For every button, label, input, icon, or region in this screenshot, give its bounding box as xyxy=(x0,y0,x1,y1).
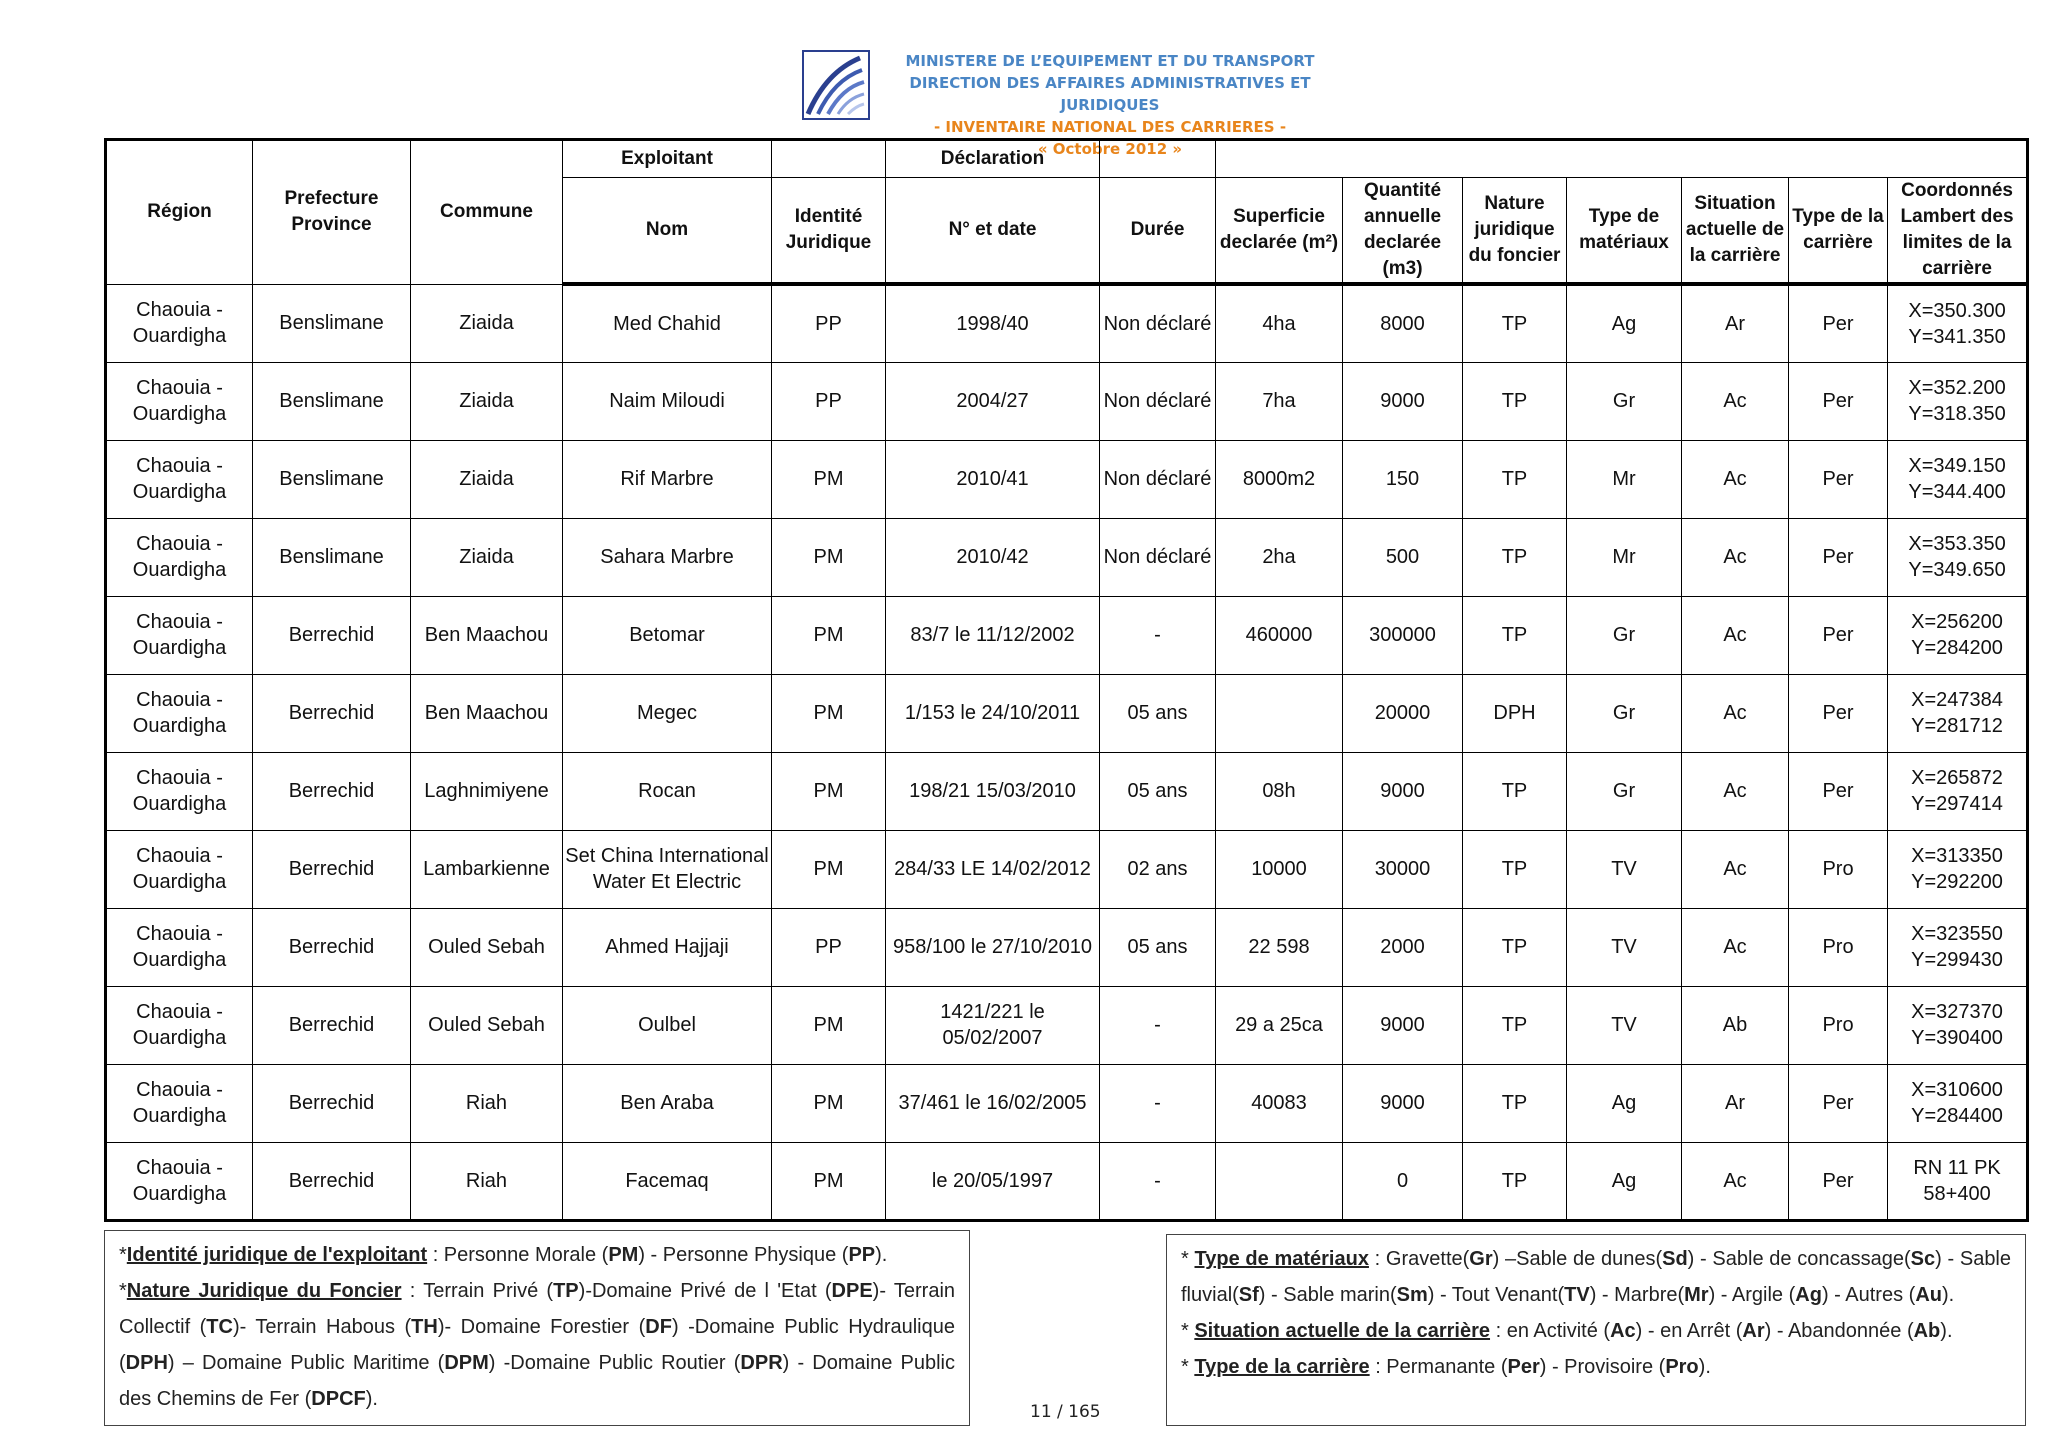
cell-coordonnees: X=313350 Y=292200 xyxy=(1888,830,2028,908)
cell-type-carriere: Pro xyxy=(1789,908,1888,986)
legend-identite-item: *Identité juridique de l'exploitant : Personne Morale (PM) - Personne Physique (PP). xyxy=(119,1244,888,1266)
cell-region: Chaouia - Ouardigha xyxy=(106,986,253,1064)
cell-commune: Ben Maachou xyxy=(411,596,563,674)
cell-coordonnees: X=353.350 Y=349.650 xyxy=(1888,518,2028,596)
cell-situation: Ar xyxy=(1682,284,1789,362)
col-numero-date: N° et date xyxy=(886,178,1100,285)
cell-situation: Ac xyxy=(1682,440,1789,518)
table-row xyxy=(106,1064,2028,1142)
cell-nom: Ahmed Hajjaji xyxy=(563,908,772,986)
cell-situation: Ac xyxy=(1682,830,1789,908)
table-row xyxy=(106,1142,2028,1220)
cell-situation: Ac xyxy=(1682,674,1789,752)
cell-nom: Rif Marbre xyxy=(563,440,772,518)
cell-superficie: 8000m2 xyxy=(1216,440,1343,518)
cell-region: Chaouia - Ouardigha xyxy=(106,284,253,362)
cell-type-materiaux: Gr xyxy=(1567,362,1682,440)
cell-commune: Ouled Sebah xyxy=(411,908,563,986)
cell-quantite: 8000 xyxy=(1343,284,1463,362)
cell-numero-date: 37/461 le 16/02/2005 xyxy=(886,1064,1100,1142)
group-exploitant: Exploitant xyxy=(563,140,772,178)
legend-materiaux-text: : Gravette(Gr) –Sable de dunes(Sd) - Sable de concassage(Sc) - Sable fluvial(Sf) - Sable marin(Sm) - Tout Venant(TV) - Marbre(Mr) - Argile (Ag) - Autres (Au). xyxy=(1181,1248,2012,1306)
cell-type-carriere: Pro xyxy=(1789,830,1888,908)
legend-nature-item: *Nature Juridique du Foncier : Terrain Privé (TP)-Domaine Privé de l 'Etat (DPE)- Terrain Collectif (TC)- Terrain Habous (TH)- Domaine Forestier (DF) -Domaine Public Hydraulique (DPH) – Domaine Public Maritime (DPM) -Domaine Public Routier (DPR) - Domaine Public des Chemins de Fer (DPCF). xyxy=(119,1280,956,1410)
cell-numero-date: 958/100 le 27/10/2010 xyxy=(886,908,1100,986)
legend-materiaux-item: * Type de matériaux : Gravette(Gr) –Sable de dunes(Sd) - Sable de concassage(Sc) - Sable fluvial(Sf) - Sable marin(Sm) - Tout Venant(TV) - Marbre(Mr) - Argile (Ag) - Autres (Au). xyxy=(1181,1248,2012,1306)
legend-nature-text: : Terrain Privé (TP)-Domaine Privé de l 'Etat (DPE)- Terrain Collectif (TC)- Terrain Habous (TH)- Domaine Forestier (DF) -Domaine Public Hydraulique (DPH) – Domaine Public Maritime (DPM) -Domaine Public Routier (DPR) - Domaine Public des Chemins de Fer (DPCF). xyxy=(119,1280,956,1410)
cell-duree: Non déclaré xyxy=(1100,284,1216,362)
cell-coordonnees: X=247384 Y=281712 xyxy=(1888,674,2028,752)
cell-nature-juridique: TP xyxy=(1463,284,1567,362)
cell-identite: PM xyxy=(772,1142,886,1220)
cell-type-carriere: Per xyxy=(1789,518,1888,596)
cell-region: Chaouia - Ouardigha xyxy=(106,674,253,752)
cell-duree: 05 ans xyxy=(1100,908,1216,986)
cell-identite: PM xyxy=(772,1064,886,1142)
cell-numero-date: 1421/221 le 05/02/2007 xyxy=(886,986,1100,1064)
cell-numero-date: 1/153 le 24/10/2011 xyxy=(886,674,1100,752)
cell-superficie: 22 598 xyxy=(1216,908,1343,986)
cell-duree: Non déclaré xyxy=(1100,362,1216,440)
cell-situation: Ab xyxy=(1682,986,1789,1064)
cell-commune: Ziaida xyxy=(411,440,563,518)
cell-nom: Oulbel xyxy=(563,986,772,1064)
page-number: 11 / 165 xyxy=(1030,1402,1101,1422)
cell-nom: Set China International Water Et Electric xyxy=(563,830,772,908)
cell-numero-date: 83/7 le 11/12/2002 xyxy=(886,596,1100,674)
cell-prefecture: Benslimane xyxy=(253,362,411,440)
cell-duree: Non déclaré xyxy=(1100,440,1216,518)
cell-nom: Ben Araba xyxy=(563,1064,772,1142)
cell-superficie: 10000 xyxy=(1216,830,1343,908)
cell-coordonnees: X=310600 Y=284400 xyxy=(1888,1064,2028,1142)
cell-commune: Laghnimiyene xyxy=(411,752,563,830)
cell-identite: PP xyxy=(772,284,886,362)
cell-type-materiaux: TV xyxy=(1567,830,1682,908)
cell-type-carriere: Per xyxy=(1789,752,1888,830)
cell-type-carriere: Per xyxy=(1789,362,1888,440)
cell-region: Chaouia - Ouardigha xyxy=(106,752,253,830)
cell-prefecture: Benslimane xyxy=(253,284,411,362)
cell-nature-juridique: TP xyxy=(1463,986,1567,1064)
cell-duree: - xyxy=(1100,986,1216,1064)
table-row xyxy=(106,362,2028,440)
cell-type-carriere: Per xyxy=(1789,674,1888,752)
cell-numero-date: 284/33 LE 14/02/2012 xyxy=(886,830,1100,908)
cell-situation: Ar xyxy=(1682,1064,1789,1142)
cell-type-carriere: Per xyxy=(1789,440,1888,518)
cell-nom: Rocan xyxy=(563,752,772,830)
cell-prefecture: Berrechid xyxy=(253,908,411,986)
cell-nom: Facemaq xyxy=(563,1142,772,1220)
ministry-logo xyxy=(802,50,870,120)
cell-nature-juridique: TP xyxy=(1463,518,1567,596)
legend-type-text: : Permanante (Per) - Provisoire (Pro). xyxy=(1369,1356,1711,1378)
cell-quantite: 0 xyxy=(1343,1142,1463,1220)
cell-situation: Ac xyxy=(1682,1142,1789,1220)
cell-numero-date: 1998/40 xyxy=(886,284,1100,362)
cell-nature-juridique: TP xyxy=(1463,830,1567,908)
cell-region: Chaouia - Ouardigha xyxy=(106,362,253,440)
cell-nature-juridique: DPH xyxy=(1463,674,1567,752)
legend-situation-item: * Situation actuelle de la carrière : en Activité (Ac) - en Arrêt (Ar) - Abandonnée (Ab). xyxy=(1181,1320,1953,1342)
cell-situation: Ac xyxy=(1682,362,1789,440)
table-row xyxy=(106,908,2028,986)
cell-type-materiaux: TV xyxy=(1567,908,1682,986)
cell-type-materiaux: Ag xyxy=(1567,1142,1682,1220)
col-type-carriere: Type de la carrière xyxy=(1789,178,1888,285)
legend-identite-title: Identité juridique de l'exploitant xyxy=(126,1244,428,1266)
cell-type-carriere: Pro xyxy=(1789,986,1888,1064)
legend-nature-title: Nature Juridique du Foncier xyxy=(126,1280,402,1302)
cell-coordonnees: X=349.150 Y=344.400 xyxy=(1888,440,2028,518)
cell-type-materiaux: Gr xyxy=(1567,752,1682,830)
cell-prefecture: Berrechid xyxy=(253,830,411,908)
cell-type-materiaux: TV xyxy=(1567,986,1682,1064)
cell-commune: Ziaida xyxy=(411,284,563,362)
cell-situation: Ac xyxy=(1682,518,1789,596)
group-empty-1 xyxy=(772,140,886,178)
cell-coordonnees: X=256200 Y=284200 xyxy=(1888,596,2028,674)
cell-nature-juridique: TP xyxy=(1463,752,1567,830)
cell-commune: Riah xyxy=(411,1064,563,1142)
table-row xyxy=(106,440,2028,518)
cell-duree: - xyxy=(1100,596,1216,674)
cell-nom: Sahara Marbre xyxy=(563,518,772,596)
col-prefecture: Prefecture Province xyxy=(253,140,411,285)
cell-type-carriere: Per xyxy=(1789,596,1888,674)
cell-identite: PM xyxy=(772,518,886,596)
cell-duree: - xyxy=(1100,1064,1216,1142)
cell-identite: PM xyxy=(772,986,886,1064)
table-row xyxy=(106,830,2028,908)
col-superficie: Superficie declarée (m²) xyxy=(1216,178,1343,285)
header-ministry: MINISTERE DE L’EQUIPEMENT ET DU TRANSPORT xyxy=(905,52,1315,70)
cell-quantite: 300000 xyxy=(1343,596,1463,674)
cell-coordonnees: RN 11 PK 58+400 xyxy=(1888,1142,2028,1220)
cell-superficie: 2ha xyxy=(1216,518,1343,596)
cell-nom: Naim Miloudi xyxy=(563,362,772,440)
cell-identite: PM xyxy=(772,440,886,518)
col-situation: Situation actuelle de la carrière xyxy=(1682,178,1789,285)
cell-quantite: 20000 xyxy=(1343,674,1463,752)
cell-numero-date: le 20/05/1997 xyxy=(886,1142,1100,1220)
col-quantite: Quantité annuelle declarée (m3) xyxy=(1343,178,1463,285)
cell-quantite: 9000 xyxy=(1343,752,1463,830)
col-duree: Durée xyxy=(1100,178,1216,285)
cell-identite: PM xyxy=(772,830,886,908)
cell-quantite: 9000 xyxy=(1343,362,1463,440)
cell-nature-juridique: TP xyxy=(1463,1142,1567,1220)
cell-nature-juridique: TP xyxy=(1463,440,1567,518)
cell-situation: Ac xyxy=(1682,908,1789,986)
cell-coordonnees: X=352.200 Y=318.350 xyxy=(1888,362,2028,440)
table-row xyxy=(106,674,2028,752)
cell-type-materiaux: Ag xyxy=(1567,1064,1682,1142)
cell-prefecture: Berrechid xyxy=(253,596,411,674)
legend-juridique xyxy=(104,1230,970,1426)
cell-commune: Ben Maachou xyxy=(411,674,563,752)
cell-commune: Riah xyxy=(411,1142,563,1220)
group-empty-2 xyxy=(1100,140,1216,178)
cell-type-materiaux: Gr xyxy=(1567,674,1682,752)
legend-identite-text: : Personne Morale (PM) - Personne Physique (PP). xyxy=(427,1244,888,1266)
cell-prefecture: Berrechid xyxy=(253,986,411,1064)
legend-carriere xyxy=(1166,1234,2026,1426)
cell-superficie: 460000 xyxy=(1216,596,1343,674)
cell-identite: PM xyxy=(772,674,886,752)
cell-type-carriere: Per xyxy=(1789,1142,1888,1220)
table-body xyxy=(106,284,2028,1220)
cell-superficie xyxy=(1216,1142,1343,1220)
cell-quantite: 500 xyxy=(1343,518,1463,596)
cell-duree: 05 ans xyxy=(1100,752,1216,830)
cell-type-carriere: Per xyxy=(1789,1064,1888,1142)
cell-numero-date: 198/21 15/03/2010 xyxy=(886,752,1100,830)
cell-nom: Megec xyxy=(563,674,772,752)
table-row xyxy=(106,752,2028,830)
table-header xyxy=(106,140,2028,285)
group-declaration: Déclaration xyxy=(886,140,1100,178)
cell-type-materiaux: Mr xyxy=(1567,440,1682,518)
cell-situation: Ac xyxy=(1682,596,1789,674)
cell-region: Chaouia - Ouardigha xyxy=(106,518,253,596)
header-inventory: - INVENTAIRE NATIONAL DES CARRIERES - xyxy=(933,118,1287,136)
col-coordonnees: Coordonnés Lambert des limites de la carrière xyxy=(1888,178,2028,285)
table-row xyxy=(106,518,2028,596)
cell-commune: Lambarkienne xyxy=(411,830,563,908)
legend-materiaux-title: Type de matériaux xyxy=(1194,1248,1369,1270)
cell-superficie: 7ha xyxy=(1216,362,1343,440)
col-nom: Nom xyxy=(563,178,772,285)
cell-region: Chaouia - Ouardigha xyxy=(106,908,253,986)
cell-nom: Med Chahid xyxy=(563,284,772,362)
quarry-inventory-table xyxy=(104,138,2029,1222)
cell-prefecture: Berrechid xyxy=(253,1064,411,1142)
cell-type-materiaux: Gr xyxy=(1567,596,1682,674)
group-empty-3 xyxy=(1216,140,2028,178)
cell-identite: PP xyxy=(772,362,886,440)
legend-type-item: * Type de la carrière : Permanante (Per) - Provisoire (Pro). xyxy=(1181,1356,1711,1378)
cell-prefecture: Berrechid xyxy=(253,752,411,830)
cell-duree: 02 ans xyxy=(1100,830,1216,908)
cell-identite: PM xyxy=(772,596,886,674)
cell-superficie xyxy=(1216,674,1343,752)
cell-quantite: 9000 xyxy=(1343,986,1463,1064)
header-direction: DIRECTION DES AFFAIRES ADMINISTRATIVES ET JURIDIQUES xyxy=(909,74,1311,114)
cell-quantite: 2000 xyxy=(1343,908,1463,986)
cell-commune: Ziaida xyxy=(411,362,563,440)
cell-superficie: 08h xyxy=(1216,752,1343,830)
cell-type-materiaux: Ag xyxy=(1567,284,1682,362)
cell-coordonnees: X=350.300 Y=341.350 xyxy=(1888,284,2028,362)
cell-coordonnees: X=323550 Y=299430 xyxy=(1888,908,2028,986)
cell-nom: Betomar xyxy=(563,596,772,674)
header-date: « Octobre 2012 » xyxy=(1037,140,1183,158)
cell-superficie: 4ha xyxy=(1216,284,1343,362)
cell-nature-juridique: TP xyxy=(1463,908,1567,986)
cell-situation: Ac xyxy=(1682,752,1789,830)
cell-coordonnees: X=265872 Y=297414 xyxy=(1888,752,2028,830)
table-row xyxy=(106,986,2028,1064)
cell-numero-date: 2004/27 xyxy=(886,362,1100,440)
cell-nature-juridique: TP xyxy=(1463,596,1567,674)
col-commune: Commune xyxy=(411,140,563,285)
cell-prefecture: Berrechid xyxy=(253,674,411,752)
cell-identite: PP xyxy=(772,908,886,986)
col-identite: Identité Juridique xyxy=(772,178,886,285)
legend-type-title: Type de la carrière xyxy=(1194,1356,1370,1378)
cell-numero-date: 2010/42 xyxy=(886,518,1100,596)
col-type-materiaux: Type de matériaux xyxy=(1567,178,1682,285)
cell-region: Chaouia - Ouardigha xyxy=(106,440,253,518)
legend-situation-title: Situation actuelle de la carrière xyxy=(1194,1320,1491,1342)
cell-coordonnees: X=327370 Y=390400 xyxy=(1888,986,2028,1064)
cell-prefecture: Benslimane xyxy=(253,440,411,518)
cell-prefecture: Berrechid xyxy=(253,1142,411,1220)
cell-identite: PM xyxy=(772,752,886,830)
cell-commune: Ouled Sebah xyxy=(411,986,563,1064)
cell-numero-date: 2010/41 xyxy=(886,440,1100,518)
cell-region: Chaouia - Ouardigha xyxy=(106,1142,253,1220)
cell-region: Chaouia - Ouardigha xyxy=(106,830,253,908)
cell-quantite: 30000 xyxy=(1343,830,1463,908)
cell-prefecture: Benslimane xyxy=(253,518,411,596)
cell-type-materiaux: Mr xyxy=(1567,518,1682,596)
cell-quantite: 150 xyxy=(1343,440,1463,518)
cell-superficie: 40083 xyxy=(1216,1064,1343,1142)
col-nature-juridique: Nature juridique du foncier xyxy=(1463,178,1567,285)
cell-quantite: 9000 xyxy=(1343,1064,1463,1142)
cell-nature-juridique: TP xyxy=(1463,362,1567,440)
cell-nature-juridique: TP xyxy=(1463,1064,1567,1142)
col-region: Région xyxy=(106,140,253,285)
logo-graphic xyxy=(804,52,868,118)
cell-type-carriere: Per xyxy=(1789,284,1888,362)
cell-region: Chaouia - Ouardigha xyxy=(106,1064,253,1142)
table-row xyxy=(106,284,2028,362)
cell-region: Chaouia - Ouardigha xyxy=(106,596,253,674)
legend-situation-text: : en Activité (Ac) - en Arrêt (Ar) - Abandonnée (Ab). xyxy=(1490,1320,1953,1342)
cell-commune: Ziaida xyxy=(411,518,563,596)
cell-duree: - xyxy=(1100,1142,1216,1220)
table-row xyxy=(106,596,2028,674)
cell-duree: Non déclaré xyxy=(1100,518,1216,596)
cell-superficie: 29 a 25ca xyxy=(1216,986,1343,1064)
cell-duree: 05 ans xyxy=(1100,674,1216,752)
